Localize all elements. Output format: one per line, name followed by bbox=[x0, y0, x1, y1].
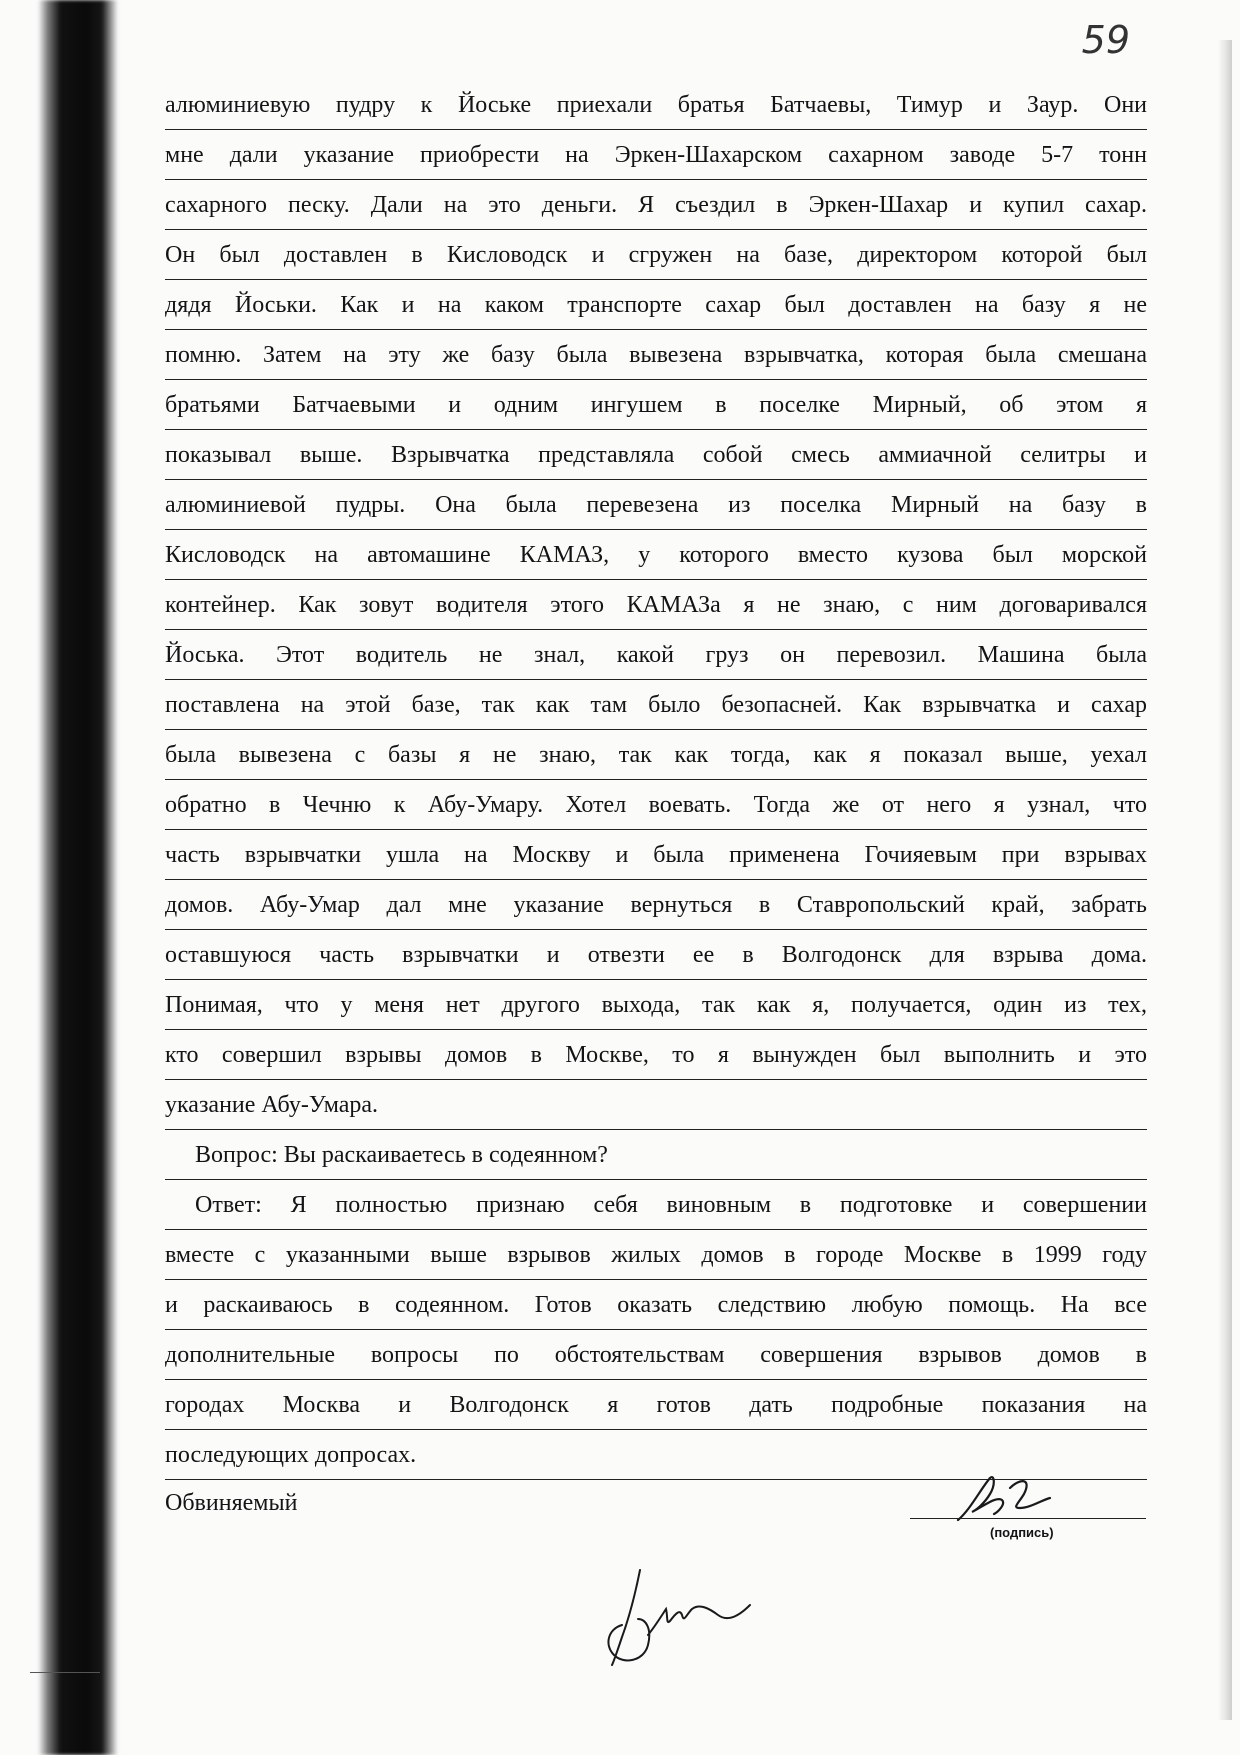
text-line: обратно в Чечню к Абу-Умару. Хотел воевать. Тогда же от него я узнал, что bbox=[165, 780, 1147, 830]
text-line: поставлена на этой базе, так как там было безопасней. Как взрывчатка и сахар bbox=[165, 680, 1147, 730]
signatory-label: Обвиняемый bbox=[165, 1490, 298, 1516]
text-line: дядя Йоськи. Как и на каком транспорте сахар был доставлен на базу я не bbox=[165, 280, 1147, 330]
text-line: последующих допросах. bbox=[165, 1430, 1147, 1480]
text-line: дополнительные вопросы по обстоятельствам совершения взрывов домов в bbox=[165, 1330, 1147, 1380]
text-line: часть взрывчатки ушла на Москву и была применена Гочияевым при взрывах bbox=[165, 830, 1147, 880]
text-line: городах Москва и Волгодонск я готов дать подробные показания на bbox=[165, 1380, 1147, 1430]
text-line: Йоська. Этот водитель не знал, какой груз он перевозил. Машина была bbox=[165, 630, 1147, 680]
question-line: Вопрос: Вы раскаиваетесь в содеянном? bbox=[165, 1130, 1147, 1180]
text-line: алюминиевую пудру к Йоське приехали братья Батчаевы, Тимур и Заур. Они bbox=[165, 80, 1147, 130]
text-line: алюминиевой пудры. Она была перевезена из поселка Мирный на базу в bbox=[165, 480, 1147, 530]
text-line: Он был доставлен в Кисловодск и сгружен на базе, директором которой был bbox=[165, 230, 1147, 280]
signature-caption: (подпись) bbox=[990, 1525, 1054, 1540]
text-line: помню. Затем на эту же базу была вывезена взрывчатка, которая была смешана bbox=[165, 330, 1147, 380]
text-line: сахарного песку. Дали на это деньги. Я съездил в Эркен-Шахар и купил сахар. bbox=[165, 180, 1147, 230]
text-line: мне дали указание приобрести на Эркен-Шахарском сахарном заводе 5-7 тонн bbox=[165, 130, 1147, 180]
text-line: оставшуюся часть взрывчатки и отвезти ее в Волгодонск для взрыва дома. bbox=[165, 930, 1147, 980]
text-line: указание Абу-Умара. bbox=[165, 1080, 1147, 1130]
scan-artifact-rule bbox=[30, 1672, 100, 1673]
text-line: и раскаиваюсь в содеянном. Готов оказать следствию любую помощь. На все bbox=[165, 1280, 1147, 1330]
text-line: домов. Абу-Умар дал мне указание вернуться в Ставропольский край, забрать bbox=[165, 880, 1147, 930]
signature-mark-large bbox=[600, 1565, 760, 1675]
testimony-text bbox=[165, 80, 1147, 1480]
page-number: 59 bbox=[1081, 18, 1130, 62]
text-line: кто совершил взрывы домов в Москве, то я вынужден был выполнить и это bbox=[165, 1030, 1147, 1080]
scan-right-edge bbox=[1218, 40, 1232, 1720]
text-line: вместе с указанными выше взрывов жилых домов в городе Москве в 1999 году bbox=[165, 1230, 1147, 1280]
signature-line bbox=[910, 1518, 1146, 1519]
answer-line: Ответ: Я полностью признаю себя виновным в подготовке и совершении bbox=[165, 1180, 1147, 1230]
text-line: братьями Батчаевыми и одним ингушем в поселке Мирный, об этом я bbox=[165, 380, 1147, 430]
text-line: Понимая, что у меня нет другого выхода, так как я, получается, один из тех, bbox=[165, 980, 1147, 1030]
text-line: была вывезена с базы я не знаю, так как тогда, как я показал выше, уехал bbox=[165, 730, 1147, 780]
text-line: показывал выше. Взрывчатка представляла собой смесь аммиачной селитры и bbox=[165, 430, 1147, 480]
text-line: Кисловодск на автомашине КАМАЗ, у которого вместо кузова был морской bbox=[165, 530, 1147, 580]
text-line: контейнер. Как зовут водителя этого КАМАЗа я не знаю, с ним договаривался bbox=[165, 580, 1147, 630]
scan-margin-shadow bbox=[38, 0, 118, 1755]
